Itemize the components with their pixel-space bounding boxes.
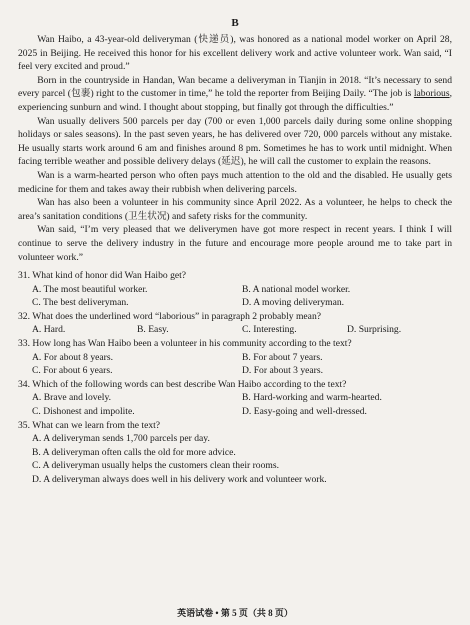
q35-option-c: C. A deliveryman usually helps the customers clean their rooms.: [32, 460, 279, 472]
paragraph-6: Wan said, “I’m very pleased that we deliverymen have got more respect in recent years. I think I will continue to serve the delivery industry in the future and encourage more people around me to take part in volunteer work.”: [18, 224, 452, 263]
question-32-options: [18, 323, 452, 337]
page-footer: 英语试卷 • 第 5 页（共 8 页）: [177, 608, 293, 618]
paragraph-4: Wan is a warm-hearted person who often pays much attention to the old and the disabled. He usually gets medicine for them and takes away their rubbish when delivering parcels.: [18, 169, 452, 195]
paragraph-5: Wan has also been a volunteer in his community since April 2022. As a volunteer, he helps to check the area’s sanitation conditions (卫生状况) and safety risks for the community.: [18, 197, 452, 222]
q35-option-a: A. A deliveryman sends 1,700 parcels per day.: [32, 433, 210, 445]
question-35-stem: 35. What can we learn from the text?: [18, 419, 161, 431]
question-34-options: [18, 391, 452, 418]
question-33-stem: 33. How long has Wan Haibo been a volunteer in his community according to the text?: [18, 338, 352, 350]
paragraph-2-text-a: Born in the countryside in Handan, Wan became a deliveryman in Tianjin in 2018. “It’s necessary to send every parcel (包裹) right to the customer in time,” he told the reporter from Beijing Daily. “The job is: [18, 74, 452, 100]
paragraph-3: Wan usually delivers 500 parcels per day (700 or even 1,000 parcels daily during some online shopping holidays or sales seasons). In the past seven years, he has delivered over 720, 000 parcels without any mistake. He usually starts work around 6 am and finishes around 8 pm. Sometimes he has to work until midnight. When facing terrible weather and possible delivery delays (延迟), he will call the customer to explain the reasons.: [18, 115, 452, 168]
q33-option-a: A. For about 8 years.: [32, 351, 113, 363]
paragraph-1: Wan Haibo, a 43-year-old deliveryman (快递员), was honored as a national model worker on April 28, 2025 in Beijing. He received this honor for his excellent delivery work and active volunteer work. Wan said, “I feel very excited and proud.”: [18, 34, 452, 73]
q33-option-d: D. For about 3 years.: [242, 365, 323, 377]
question-33-options: [18, 351, 452, 378]
q31-option-a: A. The most beautiful worker.: [32, 283, 148, 295]
section-title: B: [231, 17, 239, 29]
paragraph-2-text-b: , experiencing sunburn and wind. I thought about stopping, but finally got through the difficulties.”: [18, 88, 452, 113]
q31-option-b: B. A national model worker.: [242, 283, 351, 295]
question-31-stem: 31. What kind of honor did Wan Haibo get?: [18, 270, 187, 282]
q35-option-b: B. A deliveryman often calls the old for more advice.: [32, 446, 236, 458]
q34-option-b: B. Hard-working and warm-hearted.: [242, 392, 382, 404]
question-35-options: [18, 432, 452, 486]
q34-option-a: A. Brave and lovely.: [32, 392, 112, 404]
question-32-stem: 32. What does the underlined word “laborious” in paragraph 2 probably mean?: [18, 310, 321, 322]
q32-option-c: C. Interesting.: [242, 324, 297, 336]
q35-option-d: D. A deliveryman always does well in his delivery work and volunteer work.: [32, 474, 327, 485]
q32-option-d: D. Surprising.: [347, 324, 402, 336]
question-34-stem: 34. Which of the following words can best describe Wan Haibo according to the text?: [18, 378, 347, 390]
underlined-word: laborious: [413, 88, 450, 100]
q31-option-d: D. A moving deliveryman.: [242, 297, 345, 309]
q34-option-d: D. Easy-going and well-dressed.: [242, 406, 367, 418]
q32-option-a: A. Hard.: [32, 324, 66, 336]
question-31-options: [18, 283, 452, 310]
q33-option-c: C. For about 6 years.: [32, 365, 113, 377]
q34-option-c: C. Dishonest and impolite.: [32, 406, 135, 418]
paragraph-2: [18, 74, 452, 115]
q31-option-c: C. The best deliveryman.: [32, 297, 129, 309]
q33-option-b: B. For about 7 years.: [242, 351, 323, 363]
q32-option-b: B. Easy.: [137, 324, 169, 336]
